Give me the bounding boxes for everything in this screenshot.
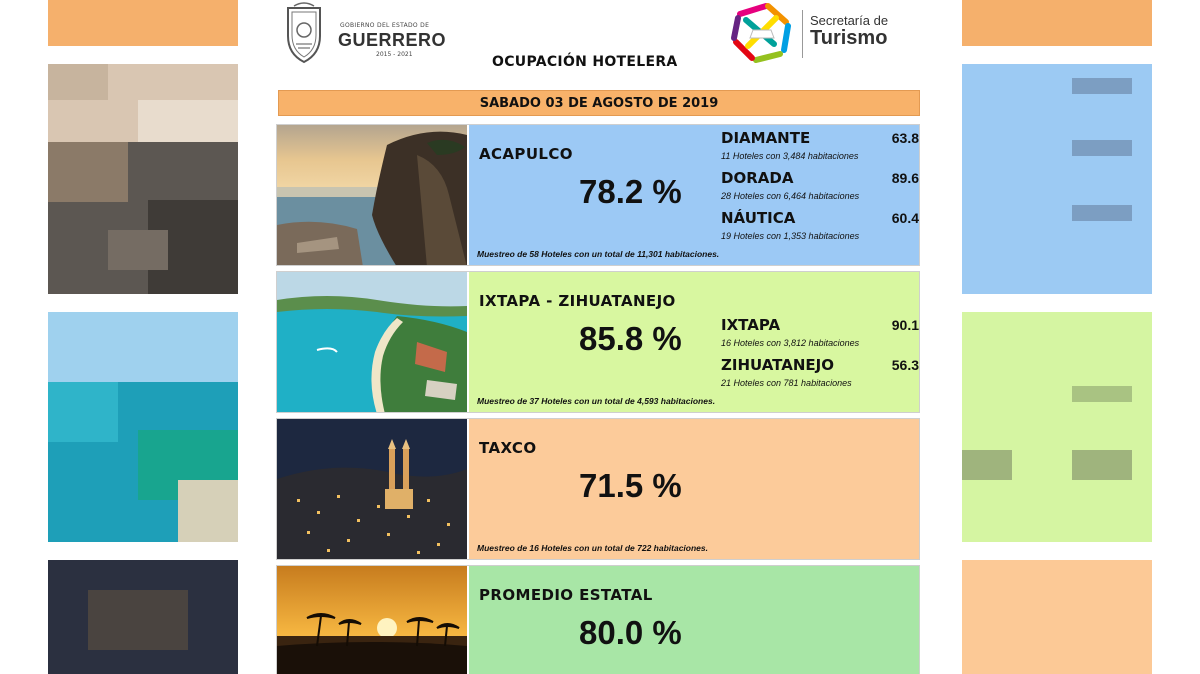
occupancy-percent: 85.8 %	[579, 320, 682, 357]
destination-name: TAXCO	[479, 439, 537, 457]
zone-detail: 21 Hoteles con 781 habitaciones	[721, 378, 852, 388]
occupancy-report	[238, 0, 962, 674]
logo-divider	[802, 10, 803, 58]
destination-row-acapulco	[276, 124, 920, 266]
destination-row-taxco	[276, 418, 920, 560]
occupancy-percent: 80.0 %	[579, 614, 682, 651]
promedio-estatal-panel	[469, 566, 919, 674]
acapulco-panel	[469, 125, 919, 265]
zone-value: 90.1	[891, 317, 919, 333]
occupancy-percent: 71.5 %	[579, 467, 682, 504]
guerrero-government-logo	[282, 2, 452, 68]
zone-name: IXTAPA	[721, 316, 781, 334]
sample-note: Muestreo de 58 Hoteles con un total de 11,301 habitaciones.	[477, 249, 720, 259]
destination-name: ACAPULCO	[479, 145, 573, 163]
zone-value: 60.4	[891, 210, 919, 226]
report-date: SABADO 03 DE AGOSTO DE 2019	[278, 90, 920, 116]
acapulco-photo	[277, 125, 467, 265]
state-shield-icon	[282, 2, 326, 66]
sample-note: Muestreo de 16 Hoteles con un total de 722 habitaciones.	[477, 543, 708, 553]
destination-name: IXTAPA - ZIHUATANEJO	[479, 292, 676, 310]
right-blurred-panel	[962, 0, 1152, 674]
tourism-secretariat-logo	[726, 0, 916, 66]
zone-name: DIAMANTE	[721, 129, 811, 147]
zone-value: 56.3	[891, 357, 919, 373]
zone-detail: 11 Hoteles con 3,484 habitaciones	[721, 151, 859, 161]
destination-row-ixtapa-zihuatanejo	[276, 271, 920, 413]
zone-name: DORADA	[721, 169, 794, 187]
tourism-label: Turismo	[810, 27, 888, 49]
administration-years: 2015 - 2021	[376, 51, 413, 58]
occupancy-percent: 78.2 %	[579, 173, 682, 210]
destination-name: PROMEDIO ESTATAL	[479, 586, 653, 604]
ixtapa-zihuatanejo-panel	[469, 272, 919, 412]
tourism-star-icon	[726, 0, 798, 66]
zone-detail: 19 Hoteles con 1,353 habitaciones	[721, 231, 860, 241]
secretariat-label: Secretaría de	[810, 13, 889, 28]
left-blurred-panel	[48, 0, 238, 674]
sample-note: Muestreo de 37 Hoteles con un total de 4,593 habitaciones.	[477, 396, 716, 406]
zone-name: ZIHUATANEJO	[721, 356, 834, 374]
zone-value: 63.8	[891, 130, 919, 146]
government-label: GOBIERNO DEL ESTADO DE	[340, 22, 430, 29]
ixtapa-photo	[277, 272, 467, 412]
zone-detail: 28 Hoteles con 6,464 habitaciones	[721, 191, 860, 201]
state-name: GUERRERO	[338, 30, 447, 50]
destination-row-promedio-estatal	[276, 565, 920, 674]
page-title: OCUPACIÓN HOTELERA	[492, 54, 678, 70]
sunset-photo	[277, 566, 467, 674]
zone-value: 89.6	[891, 170, 919, 186]
zone-detail: 16 Hoteles con 3,812 habitaciones	[721, 338, 860, 348]
taxco-photo	[277, 419, 467, 559]
zone-name: NÁUTICA	[721, 209, 796, 227]
taxco-panel	[469, 419, 919, 559]
